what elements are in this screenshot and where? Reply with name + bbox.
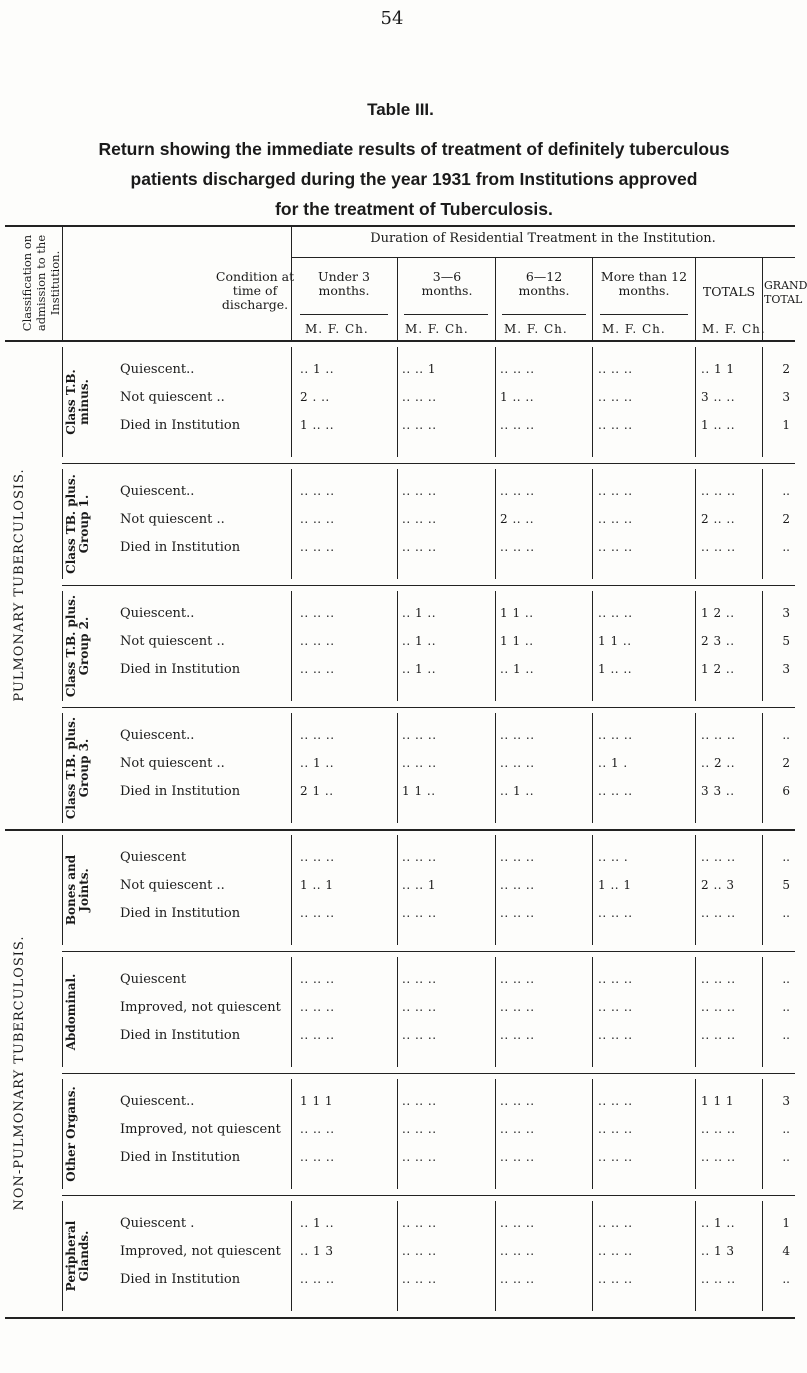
grand-total-cell: 3	[782, 606, 790, 620]
grand-total-cell: 4	[782, 1244, 790, 1258]
column-rule	[592, 1201, 593, 1311]
column-rule	[495, 1079, 496, 1189]
table-top-rule	[5, 225, 795, 227]
data-cell: .. .. ..	[402, 1094, 437, 1108]
data-cell: .. .. ..	[701, 1150, 736, 1164]
data-cell: .. .. ..	[300, 1272, 335, 1286]
data-cell: 2 .. ..	[701, 512, 736, 526]
data-cell: .. .. ..	[500, 1000, 535, 1014]
totals-header: TOTALS	[702, 284, 756, 299]
grand-total-cell: 3	[782, 390, 790, 404]
column-rule	[62, 1079, 63, 1189]
condition-label: Died in Institution	[120, 1272, 241, 1287]
column-rule	[291, 1201, 292, 1311]
classification-header: Classification on admission to the Institution.	[20, 234, 62, 332]
data-cell: .. .. 1	[402, 878, 437, 892]
grand-total-header: GRAND TOTAL	[764, 279, 807, 306]
data-cell: .. .. ..	[500, 850, 535, 864]
column-rule	[62, 957, 63, 1067]
data-cell: 1 1 1	[701, 1094, 735, 1108]
data-cell: .. .. ..	[402, 1122, 437, 1136]
column-rule	[397, 1201, 398, 1311]
data-cell: .. .. ..	[598, 390, 633, 404]
column-rule	[397, 591, 398, 701]
grand-total-cell: 5	[782, 634, 790, 648]
data-cell: .. .. ..	[402, 1028, 437, 1042]
data-cell: 1 1 ..	[500, 606, 534, 620]
data-cell: .. 1 ..	[500, 784, 535, 798]
class-label: Bones and Joints.	[64, 854, 91, 926]
grand-total-cell: 3	[782, 662, 790, 676]
period-header-3to6: 3—6 months.	[421, 269, 473, 298]
grand-total-cell: 5	[782, 878, 790, 892]
data-cell: .. 1 3	[300, 1244, 334, 1258]
data-cell: .. .. ..	[500, 1150, 535, 1164]
class-label: Other Organs.	[64, 1086, 78, 1182]
column-rule	[397, 713, 398, 823]
column-rule	[592, 347, 593, 457]
grand-total-cell: ..	[782, 1122, 790, 1136]
data-cell: .. .. ..	[701, 906, 736, 920]
column-rule	[495, 835, 496, 945]
data-cell: .. .. ..	[500, 1094, 535, 1108]
data-cell: .. .. ..	[500, 1272, 535, 1286]
block-rule	[62, 1195, 795, 1196]
column-rule	[62, 1201, 63, 1311]
data-cell: .. .. ..	[598, 606, 633, 620]
column-rule	[592, 835, 593, 945]
condition-label: Not quiescent ..	[120, 512, 225, 527]
data-cell: .. .. ..	[402, 850, 437, 864]
data-cell: 1 1 ..	[402, 784, 436, 798]
data-cell: .. .. ..	[598, 362, 633, 376]
column-rule	[592, 957, 593, 1067]
period2-col-rule	[495, 257, 496, 340]
data-cell: 1 2 ..	[701, 662, 735, 676]
data-cell: .. .. ..	[500, 418, 535, 432]
column-rule	[62, 469, 63, 579]
data-cell: .. .. ..	[402, 728, 437, 742]
column-rule	[397, 835, 398, 945]
grand-total-cell: ..	[782, 1000, 790, 1014]
heading-line: Return showing the immediate results of treatment of definitely tuberculous	[98, 139, 730, 159]
data-cell: .. .. ..	[300, 1000, 335, 1014]
class-label: Class T.B. plus. Group 3.	[64, 716, 91, 820]
data-cell: .. 1 ..	[300, 1216, 335, 1230]
column-rule	[762, 835, 763, 945]
data-cell: .. .. ..	[598, 1150, 633, 1164]
block-rule	[62, 707, 795, 708]
data-cell: 1 1 ..	[598, 634, 632, 648]
condition-label: Died in Institution	[120, 906, 241, 921]
data-cell: .. .. ..	[402, 1000, 437, 1014]
column-rule	[397, 347, 398, 457]
data-cell: .. 1 ..	[402, 634, 437, 648]
data-cell: .. .. ..	[701, 1122, 736, 1136]
data-cell: 1 1 ..	[500, 634, 534, 648]
column-rule	[62, 347, 63, 457]
data-cell: .. .. ..	[598, 972, 633, 986]
column-rule	[397, 469, 398, 579]
duration-header: Duration of Residential Treatment in the Institution.	[370, 231, 716, 246]
grand-total-cell: ..	[782, 1272, 790, 1286]
condition-label: Not quiescent ..	[120, 390, 225, 405]
data-cell: 1 2 ..	[701, 606, 735, 620]
data-cell: .. .. ..	[500, 972, 535, 986]
data-cell: 2 1 ..	[300, 784, 334, 798]
grand-total-cell: ..	[782, 850, 790, 864]
column-rule	[397, 1079, 398, 1189]
data-cell: 2 . ..	[300, 390, 330, 404]
data-cell: 1 1 1	[300, 1094, 334, 1108]
block-rule	[62, 1073, 795, 1074]
data-cell: .. 1 ..	[300, 362, 335, 376]
data-cell: .. .. ..	[402, 1272, 437, 1286]
data-cell: .. .. ..	[500, 756, 535, 770]
period4-underline	[600, 314, 688, 315]
data-cell: 1 .. 1	[598, 878, 632, 892]
condition-label: Quiescent..	[120, 362, 195, 377]
data-cell: .. .. ..	[500, 1216, 535, 1230]
data-cell: .. .. ..	[701, 728, 736, 742]
period3-underline	[502, 314, 586, 315]
condition-label: Quiescent..	[120, 728, 195, 743]
data-cell: .. .. ..	[701, 850, 736, 864]
condition-label: Improved, not quiescent	[120, 1000, 281, 1015]
column-rule	[762, 957, 763, 1067]
column-rule	[695, 347, 696, 457]
period1-underline	[300, 314, 388, 315]
data-cell: .. .. ..	[300, 512, 335, 526]
data-cell: 2 3 ..	[701, 634, 735, 648]
data-cell: .. 2 ..	[701, 756, 736, 770]
class-label: Class T.B. minus.	[64, 369, 91, 435]
column-rule	[762, 469, 763, 579]
class-label: Peripheral Glands.	[64, 1220, 91, 1292]
group-rule	[5, 1317, 795, 1319]
data-cell: .. 1 ..	[500, 662, 535, 676]
grand-total-cell: ..	[782, 1150, 790, 1164]
data-cell: .. 1 ..	[402, 606, 437, 620]
data-cell: 2 .. ..	[500, 512, 535, 526]
data-cell: .. 1 ..	[701, 1216, 736, 1230]
column-rule	[762, 1201, 763, 1311]
data-cell: .. .. ..	[402, 1244, 437, 1258]
column-rule	[291, 713, 292, 823]
column-rule	[291, 835, 292, 945]
condition-label: Quiescent .	[120, 1216, 195, 1231]
data-cell: .. .. ..	[300, 728, 335, 742]
data-cell: .. .. ..	[701, 484, 736, 498]
block-rule	[62, 463, 795, 464]
data-cell: .. .. ..	[402, 484, 437, 498]
data-cell: .. .. ..	[500, 362, 535, 376]
data-cell: .. 1 .	[598, 756, 628, 770]
grand-total-cell: 1	[782, 418, 790, 432]
period3-col-rule	[592, 257, 593, 340]
column-rule	[62, 713, 63, 823]
data-cell: .. .. ..	[500, 1122, 535, 1136]
period-header-6to12: 6—12 months.	[518, 269, 570, 298]
data-cell: .. .. ..	[598, 906, 633, 920]
data-cell: .. .. ..	[402, 972, 437, 986]
column-rule	[695, 469, 696, 579]
condition-label: Died in Institution	[120, 662, 241, 677]
condition-label: Quiescent	[120, 972, 187, 987]
period-header-under3: Under 3 months.	[318, 269, 370, 298]
period1-col-rule	[397, 257, 398, 340]
data-cell: 1 .. ..	[300, 418, 335, 432]
block-rule	[62, 585, 795, 586]
column-rule	[762, 713, 763, 823]
table-heading	[34, 134, 794, 224]
data-cell: .. .. ..	[300, 1122, 335, 1136]
data-cell: .. .. ..	[598, 1244, 633, 1258]
condition-label: Died in Institution	[120, 1028, 241, 1043]
group-rule	[5, 829, 795, 831]
grand-total-cell: ..	[782, 484, 790, 498]
data-cell: .. .. ..	[598, 1272, 633, 1286]
mfc-label: M. F. Ch.	[504, 322, 568, 336]
period2-underline	[404, 314, 488, 315]
data-cell: .. .. ..	[598, 1216, 633, 1230]
column-rule	[695, 591, 696, 701]
data-cell: .. 1 1	[701, 362, 735, 376]
data-cell: .. .. ..	[300, 1150, 335, 1164]
data-cell: .. .. ..	[598, 1094, 633, 1108]
condition-label: Not quiescent ..	[120, 634, 225, 649]
data-cell: .. .. ..	[300, 634, 335, 648]
class-label: Class TB. plus. Group 1.	[64, 474, 91, 574]
data-cell: 2 .. 3	[701, 878, 735, 892]
column-rule	[495, 347, 496, 457]
data-cell: .. .. ..	[701, 1272, 736, 1286]
mfc-label: M. F. Ch.	[405, 322, 469, 336]
data-cell: .. 1 3	[701, 1244, 735, 1258]
column-rule	[495, 469, 496, 579]
condition-label: Not quiescent ..	[120, 756, 225, 771]
data-cell: .. .. ..	[500, 878, 535, 892]
data-cell: .. .. ..	[500, 540, 535, 554]
condition-label: Died in Institution	[120, 1150, 241, 1165]
block-rule	[62, 951, 795, 952]
data-cell: .. .. ..	[701, 540, 736, 554]
data-cell: .. .. ..	[598, 540, 633, 554]
data-cell: .. .. ..	[402, 390, 437, 404]
grand-total-cell: ..	[782, 972, 790, 986]
grand-total-cell: ..	[782, 540, 790, 554]
column-rule	[62, 591, 63, 701]
class-label: Class T.B. plus. Group 2.	[64, 594, 91, 698]
data-cell: .. .. ..	[402, 540, 437, 554]
condition-label: Quiescent..	[120, 606, 195, 621]
column-rule	[495, 957, 496, 1067]
table-title: Table III.	[367, 100, 434, 119]
classification-col-rule	[62, 225, 63, 340]
period4-col-rule	[695, 257, 696, 340]
group-label: NON-PULMONARY TUBERCULOSIS.	[12, 935, 27, 1211]
grand-total-cell: 2	[782, 756, 790, 770]
column-rule	[592, 591, 593, 701]
grand-total-cell: 3	[782, 1094, 790, 1108]
data-cell: .. .. ..	[300, 540, 335, 554]
grand-total-cell: ..	[782, 1028, 790, 1042]
mfc-label: M. F. Ch.	[305, 322, 369, 336]
grand-total-cell: ..	[782, 906, 790, 920]
data-cell: .. .. 1	[402, 362, 437, 376]
data-cell: 3 .. ..	[701, 390, 736, 404]
column-rule	[291, 591, 292, 701]
heading-line: patients discharged during the year 1931 from Institutions approved	[130, 169, 698, 189]
column-rule	[495, 1201, 496, 1311]
heading-line: for the treatment of Tuberculosis.	[275, 199, 553, 219]
data-cell: .. .. ..	[500, 1244, 535, 1258]
grand-total-cell: ..	[782, 728, 790, 742]
class-label: Abdominal.	[64, 973, 78, 1051]
column-rule	[695, 1079, 696, 1189]
column-rule	[695, 1201, 696, 1311]
column-rule	[495, 591, 496, 701]
column-rule	[495, 713, 496, 823]
mfc-label: M. F. Ch.	[602, 322, 666, 336]
data-cell: .. .. ..	[701, 1028, 736, 1042]
data-cell: .. .. ..	[598, 512, 633, 526]
column-rule	[762, 347, 763, 457]
data-cell: .. .. ..	[701, 1000, 736, 1014]
column-rule	[592, 469, 593, 579]
condition-label: Quiescent	[120, 850, 187, 865]
data-cell: .. .. .	[598, 850, 629, 864]
column-rule	[592, 1079, 593, 1189]
mfc-label: M. F. Ch.	[702, 322, 766, 336]
condition-label: Died in Institution	[120, 540, 241, 555]
data-cell: .. .. ..	[598, 728, 633, 742]
data-cell: 1 .. 1	[300, 878, 334, 892]
grand-total-cell: 2	[782, 362, 790, 376]
condition-label: Improved, not quiescent	[120, 1244, 281, 1259]
data-cell: .. .. ..	[300, 606, 335, 620]
column-rule	[397, 957, 398, 1067]
data-cell: .. .. ..	[598, 484, 633, 498]
data-cell: .. .. ..	[402, 756, 437, 770]
data-cell: .. .. ..	[701, 972, 736, 986]
data-cell: 1 .. ..	[598, 662, 633, 676]
data-cell: .. .. ..	[300, 972, 335, 986]
column-rule	[762, 591, 763, 701]
grand-total-cell: 6	[782, 784, 790, 798]
data-cell: .. .. ..	[300, 906, 335, 920]
condition-label: Quiescent..	[120, 1094, 195, 1109]
data-cell: .. .. ..	[300, 662, 335, 676]
column-rule	[695, 713, 696, 823]
condition-label: Died in Institution	[120, 418, 241, 433]
data-cell: .. .. ..	[402, 1150, 437, 1164]
data-cell: .. .. ..	[598, 1122, 633, 1136]
condition-label: Not quiescent ..	[120, 878, 225, 893]
data-cell: .. .. ..	[402, 906, 437, 920]
data-cell: .. .. ..	[402, 1216, 437, 1230]
data-cell: 1 .. ..	[701, 418, 736, 432]
column-rule	[592, 713, 593, 823]
page-number: 54	[380, 8, 404, 29]
column-rule	[291, 469, 292, 579]
data-cell: .. 1 ..	[402, 662, 437, 676]
data-cell: .. .. ..	[500, 1028, 535, 1042]
column-rule	[291, 1079, 292, 1189]
data-cell: .. .. ..	[300, 1028, 335, 1042]
duration-underline	[291, 257, 795, 258]
data-cell: .. .. ..	[598, 1000, 633, 1014]
condition-label: Improved, not quiescent	[120, 1122, 281, 1137]
grand-total-cell: 1	[782, 1216, 790, 1230]
data-cell: .. .. ..	[402, 418, 437, 432]
data-cell: 3 3 ..	[701, 784, 735, 798]
column-rule	[695, 957, 696, 1067]
data-cell: .. .. ..	[300, 484, 335, 498]
data-cell: 1 .. ..	[500, 390, 535, 404]
data-cell: .. 1 ..	[300, 756, 335, 770]
grand-total-cell: 2	[782, 512, 790, 526]
condition-label: Died in Institution	[120, 784, 241, 799]
data-cell: .. .. ..	[598, 1028, 633, 1042]
data-cell: .. .. ..	[500, 728, 535, 742]
condition-header: Condition at time of discharge.	[215, 269, 295, 312]
data-cell: .. .. ..	[500, 906, 535, 920]
column-rule	[291, 957, 292, 1067]
data-cell: .. .. ..	[598, 418, 633, 432]
condition-label: Quiescent..	[120, 484, 195, 499]
data-cell: .. .. ..	[402, 512, 437, 526]
data-cell: .. .. ..	[500, 484, 535, 498]
column-rule	[695, 835, 696, 945]
header-bottom-rule	[5, 340, 795, 342]
period-header-over12: More than 12 months.	[600, 269, 688, 298]
column-rule	[291, 347, 292, 457]
column-rule	[62, 835, 63, 945]
column-rule	[762, 1079, 763, 1189]
data-cell: .. .. ..	[598, 784, 633, 798]
group-label: PULMONARY TUBERCULOSIS.	[12, 468, 27, 702]
data-cell: .. .. ..	[300, 850, 335, 864]
